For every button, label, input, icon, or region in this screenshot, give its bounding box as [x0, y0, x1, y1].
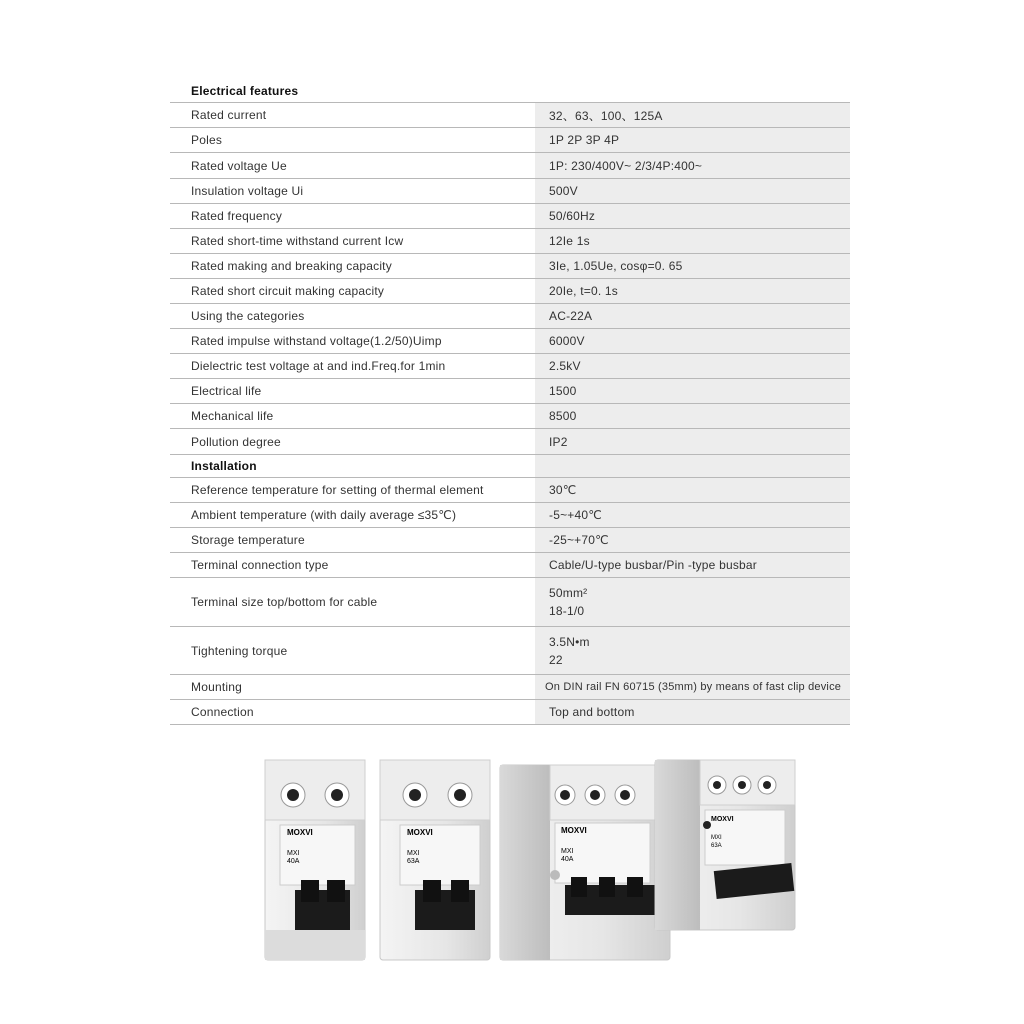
row-value: IP2: [535, 429, 850, 454]
row-label: Rated impulse withstand voltage(1.2/50)Uimp: [191, 334, 442, 348]
breaker-unit-4: [655, 760, 795, 930]
table-row: [170, 279, 850, 304]
row-label: Pollution degree: [191, 434, 281, 449]
table-row: [170, 204, 850, 229]
table-row: [170, 153, 850, 179]
row-value: 20Ie, t=0. 1s: [535, 279, 850, 303]
breaker-unit-2: [380, 760, 490, 960]
row-value: [535, 627, 850, 674]
spec-table: [170, 80, 850, 725]
row-value: Top and bottom: [535, 700, 850, 724]
table-row: [170, 128, 850, 153]
rating-text: 40A: [561, 856, 574, 863]
table-row: [170, 379, 850, 404]
row-value: 2.5kV: [535, 354, 850, 378]
row-value: 12Ie 1s: [535, 229, 850, 253]
row-value: On DIN rail FN 60715 (35mm) by means of fast clip device: [535, 675, 850, 699]
table-row: [170, 503, 850, 528]
row-value: AC-22A: [535, 304, 850, 328]
table-row: [170, 354, 850, 379]
table-row: [170, 404, 850, 429]
row-label: Poles: [191, 133, 223, 147]
table-row: [170, 329, 850, 354]
breaker-unit-1: [265, 760, 365, 960]
table-row: [170, 429, 850, 455]
section-header-electrical: [170, 80, 850, 103]
row-value: 1P 2P 3P 4P: [535, 128, 850, 152]
section-header-installation: [170, 455, 850, 478]
row-label: Insulation voltage Ui: [191, 184, 304, 198]
row-label: Reference temperature for setting of thermal element: [191, 483, 484, 497]
row-label: Rated short-time withstand current Icw: [191, 234, 404, 248]
row-value: 30℃: [535, 478, 850, 502]
table-row: [170, 229, 850, 254]
row-label: Rated current: [191, 108, 267, 122]
row-value: -5~+40℃: [535, 503, 850, 527]
model-text: MXI: [407, 850, 420, 857]
table-row: [170, 528, 850, 553]
row-value-line: 50mm²: [549, 586, 588, 600]
row-value-line: 3.5N•m: [549, 634, 590, 649]
brand-logo: MOXVI: [561, 826, 587, 835]
section-title: Electrical features: [191, 84, 299, 98]
row-value: 8500: [535, 404, 850, 428]
table-row: [170, 478, 850, 503]
brand-logo: MOXVI: [711, 816, 734, 823]
circuit-breakers-illustration: [255, 755, 800, 970]
row-value-line: 18-1/0: [549, 604, 585, 618]
row-value: [535, 578, 850, 626]
row-label: Dielectric test voltage at and ind.Freq.for 1min: [191, 359, 446, 373]
rating-text: 40A: [287, 858, 300, 865]
brand-logo: MOXVI: [287, 828, 313, 837]
product-image: [255, 755, 800, 970]
row-value-line: 22: [549, 652, 563, 667]
row-value: 6000V: [535, 329, 850, 353]
row-label: Storage temperature: [191, 533, 305, 547]
rating-text: 63A: [407, 858, 420, 865]
rating-text: 63A: [711, 843, 722, 849]
row-label: Mounting: [191, 680, 242, 694]
row-value: 1P: 230/400V~ 2/3/4P:400~: [535, 153, 850, 178]
table-row: [170, 179, 850, 204]
row-label: Terminal connection type: [191, 558, 329, 572]
row-label: Rated voltage Ue: [191, 158, 287, 173]
row-value: 3Ie, 1.05Ue, cosφ=0. 65: [535, 254, 850, 278]
table-row: [170, 675, 850, 700]
row-label: Rated frequency: [191, 209, 283, 223]
model-text: MXI: [287, 850, 300, 857]
row-label: Terminal size top/bottom for cable: [191, 595, 378, 609]
table-row: [170, 700, 850, 725]
row-value: 32、63、100、125A: [535, 103, 850, 127]
row-label: Rated making and breaking capacity: [191, 259, 392, 273]
table-row: [170, 553, 850, 578]
table-row: [170, 103, 850, 128]
table-row: [170, 304, 850, 329]
row-value: Cable/U-type busbar/Pin -type busbar: [535, 553, 850, 577]
row-label: Mechanical life: [191, 409, 274, 423]
section-title: Installation: [191, 459, 257, 473]
row-value: -25~+70℃: [535, 528, 850, 552]
model-text: MXI: [561, 848, 574, 855]
row-label: Ambient temperature (with daily average ≤35℃): [191, 508, 457, 522]
table-row: [170, 627, 850, 675]
table-row: [170, 578, 850, 627]
row-label: Using the categories: [191, 309, 305, 323]
row-label: Connection: [191, 705, 254, 719]
model-text: MXI: [711, 835, 722, 841]
row-label: Rated short circuit making capacity: [191, 284, 385, 298]
brand-logo: MOXVI: [407, 828, 433, 837]
table-row: [170, 254, 850, 279]
row-label: Electrical life: [191, 384, 262, 398]
row-value: 50/60Hz: [535, 204, 850, 228]
row-label: Tightening torque: [191, 643, 288, 658]
breaker-unit-3: [500, 765, 670, 960]
row-value: 1500: [535, 379, 850, 403]
row-value: 500V: [535, 179, 850, 203]
